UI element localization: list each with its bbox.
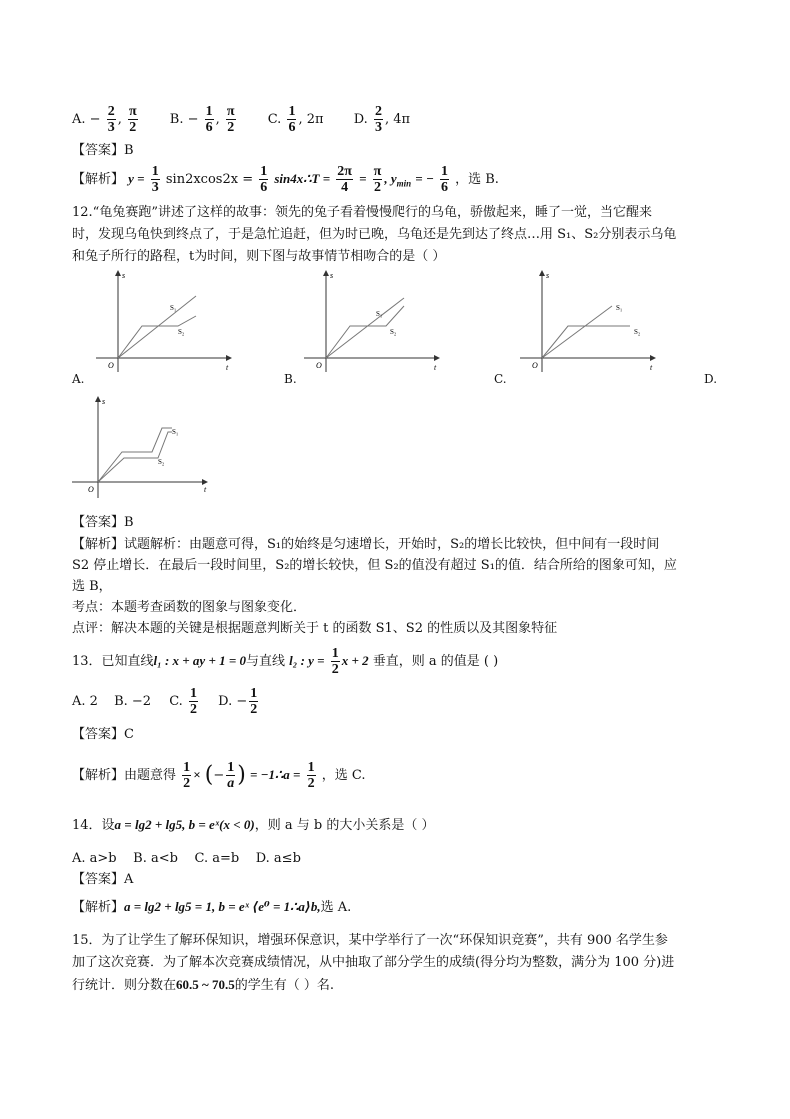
svg-text:t: t — [650, 363, 653, 372]
q11-analysis: 【解析】 y = $\frac{1}{3}$ sin2xcos2x = $\frac{1}{6}$ sin4x∴T = $\frac{2\pi}{4}$ = $\frac{\pi}{2}$ , $y_{min}$ = − $\frac{1}{6}$ ，选 B. — [72, 164, 499, 195]
q11-options: A. − $\frac{2}{3}$ , $\frac{\pi}{2}$ B. − $\frac{1}{6}$ , $\frac{\pi}{2}$ C. $\frac{1}{6}$ , 2π D. $\frac{2}{3}$ , 4π — [72, 104, 411, 135]
q15-line3: 行统计．则分数在60.5 ~ 70.5的学生有（ ）名. — [72, 977, 335, 993]
q11-analysis-frac3: $\frac{2\pi}{4}$ — [337, 164, 352, 195]
q12-analysis3: 选 B， — [72, 579, 112, 594]
svg-text:S₂: S₂ — [390, 328, 397, 336]
q13-d-frac: $\frac{1}{2}$ — [250, 686, 258, 717]
svg-text:O: O — [108, 361, 114, 370]
q13-options: A. 2 B. −2 C. $\frac{1}{2}$ D. − $\frac{1}{2}$ — [72, 686, 258, 717]
q14-options: A. a>b B. a<b C. a=b D. a≤b — [72, 851, 301, 866]
q12-graph-c — [520, 268, 660, 374]
svg-text:O: O — [316, 361, 322, 370]
q12-answer: 【答案】B — [72, 515, 134, 530]
q12-dianping: 点评：解决本题的关键是根据题意判断关于 t 的函数 S1、S2 的性质以及其图象特征 — [72, 621, 558, 636]
q12-label-d: D. — [704, 372, 718, 386]
svg-text:t: t — [434, 363, 437, 372]
svg-text:s: s — [102, 397, 106, 406]
q12-line1: 12.“龟兔赛跑”讲述了这样的故事：领先的兔子看着慢慢爬行的乌龟，骄傲起来，睡了一觉，当它醒来 — [72, 205, 652, 220]
q12-label-c: C. — [494, 372, 507, 386]
q13-answer: 【答案】C — [72, 727, 134, 742]
svg-text:s: s — [546, 271, 550, 280]
svg-text:s: s — [330, 271, 334, 280]
q11-answer: 【答案】B — [72, 143, 134, 158]
q12-analysis1: 【解析】试题解析：由题意可得，S₁的始终是匀速增长，开始时，S₂的增长比较快，但中间有一段时间 — [72, 537, 660, 552]
svg-text:S₂: S₂ — [178, 328, 185, 336]
q15-line1: 15．为了让学生了解环保知识，增强环保意识，某中学举行了一次“环保知识竞赛”，共有 900 名学生参 — [72, 933, 668, 948]
q11-b-frac1: $\frac{1}{6}$ — [205, 104, 213, 135]
svg-text:O: O — [88, 485, 94, 494]
svg-text:t: t — [204, 485, 207, 494]
q11-a-frac1: $\frac{2}{3}$ — [107, 104, 115, 135]
q14-answer: 【答案】A — [72, 872, 134, 887]
q11-analysis-frac5: $\frac{1}{6}$ — [440, 164, 448, 195]
svg-text:O: O — [532, 361, 538, 370]
svg-text:S₂: S₂ — [634, 328, 641, 336]
q11-analysis-frac2: $\frac{1}{6}$ — [260, 164, 268, 195]
q11-d-frac1: $\frac{2}{3}$ — [374, 104, 382, 135]
svg-text:S₂: S₂ — [158, 458, 165, 466]
q11-analysis-frac1: $\frac{1}{3}$ — [151, 164, 159, 195]
q13-analysis-f1: $\frac{1}{2}$ — [183, 760, 191, 791]
q12-label-b: B. — [284, 372, 297, 386]
svg-text:S₁: S₁ — [616, 304, 623, 312]
q12-kaodian: 考点：本题考查函数的图象与图象变化． — [72, 600, 307, 615]
q13-analysis: 【解析】由题意得 $\frac{1}{2}$ × (− $\frac{1}{a}$ ) = −1∴a = $\frac{1}{2}$ ，选 C. — [72, 760, 366, 791]
q12-label-a: A. — [72, 372, 85, 386]
q13-c-frac: $\frac{1}{2}$ — [189, 686, 197, 717]
q12-line2: 时，发现乌龟快到终点了，于是急忙追赶，但为时已晚，乌龟还是先到达了终点…用 S₁、S₂分别表示乌龟 — [72, 227, 677, 242]
q13-analysis-f2: $\frac{1}{a}$ — [227, 760, 235, 791]
q13-analysis-f3: $\frac{1}{2}$ — [307, 760, 315, 791]
q12-analysis2: S2 停止增长．在最后一段时间里，S₂的增长较快，但 S₂的值没有超过 S₁的值．结合所给的图象可知，应 — [72, 558, 677, 573]
svg-text:t: t — [226, 363, 229, 372]
q12-graph-a — [96, 268, 236, 374]
q14-stem: 14．设a = lg2 + lg5, b = eˣ(x < 0)，则 a 与 b 的大小关系是（ ） — [72, 817, 435, 833]
q12-graph-b — [304, 268, 444, 374]
svg-text:s: s — [122, 271, 126, 280]
q11-a-frac2: $\frac{\pi}{2}$ — [128, 104, 137, 135]
q12-graph-d — [72, 394, 212, 500]
q12-line3: 和兔子所行的路程，t为时间，则下图与故事情节相吻合的是（ ） — [72, 249, 446, 264]
q11-c-frac1: $\frac{1}{6}$ — [288, 104, 296, 135]
q13-l2-frac: $\frac{1}{2}$ — [331, 646, 339, 677]
q11-b-frac2: $\frac{\pi}{2}$ — [226, 104, 235, 135]
q15-line2: 加了这次竞赛．为了解本次竞赛成绩情况，从中抽取了部分学生的成绩(得分均为整数，满分为 100 分)进 — [72, 955, 675, 970]
q11-analysis-frac4: $\frac{\pi}{2}$ — [373, 164, 382, 195]
q14-analysis: 【解析】a = lg2 + lg5 = 1, b = eˣ ⟨e⁰ = 1∴a⟩b,选 A. — [72, 899, 352, 915]
svg-text:S₁: S₁ — [376, 310, 383, 318]
svg-text:S₁: S₁ — [170, 304, 177, 312]
svg-text:S₁: S₁ — [172, 428, 179, 436]
q13-stem: 13．已知直线l₁ : x + ay + 1 = 0与直线 l₂ : y = $\frac{1}{2}$ x + 2 垂直，则 a 的值是 ( ) — [72, 646, 499, 677]
